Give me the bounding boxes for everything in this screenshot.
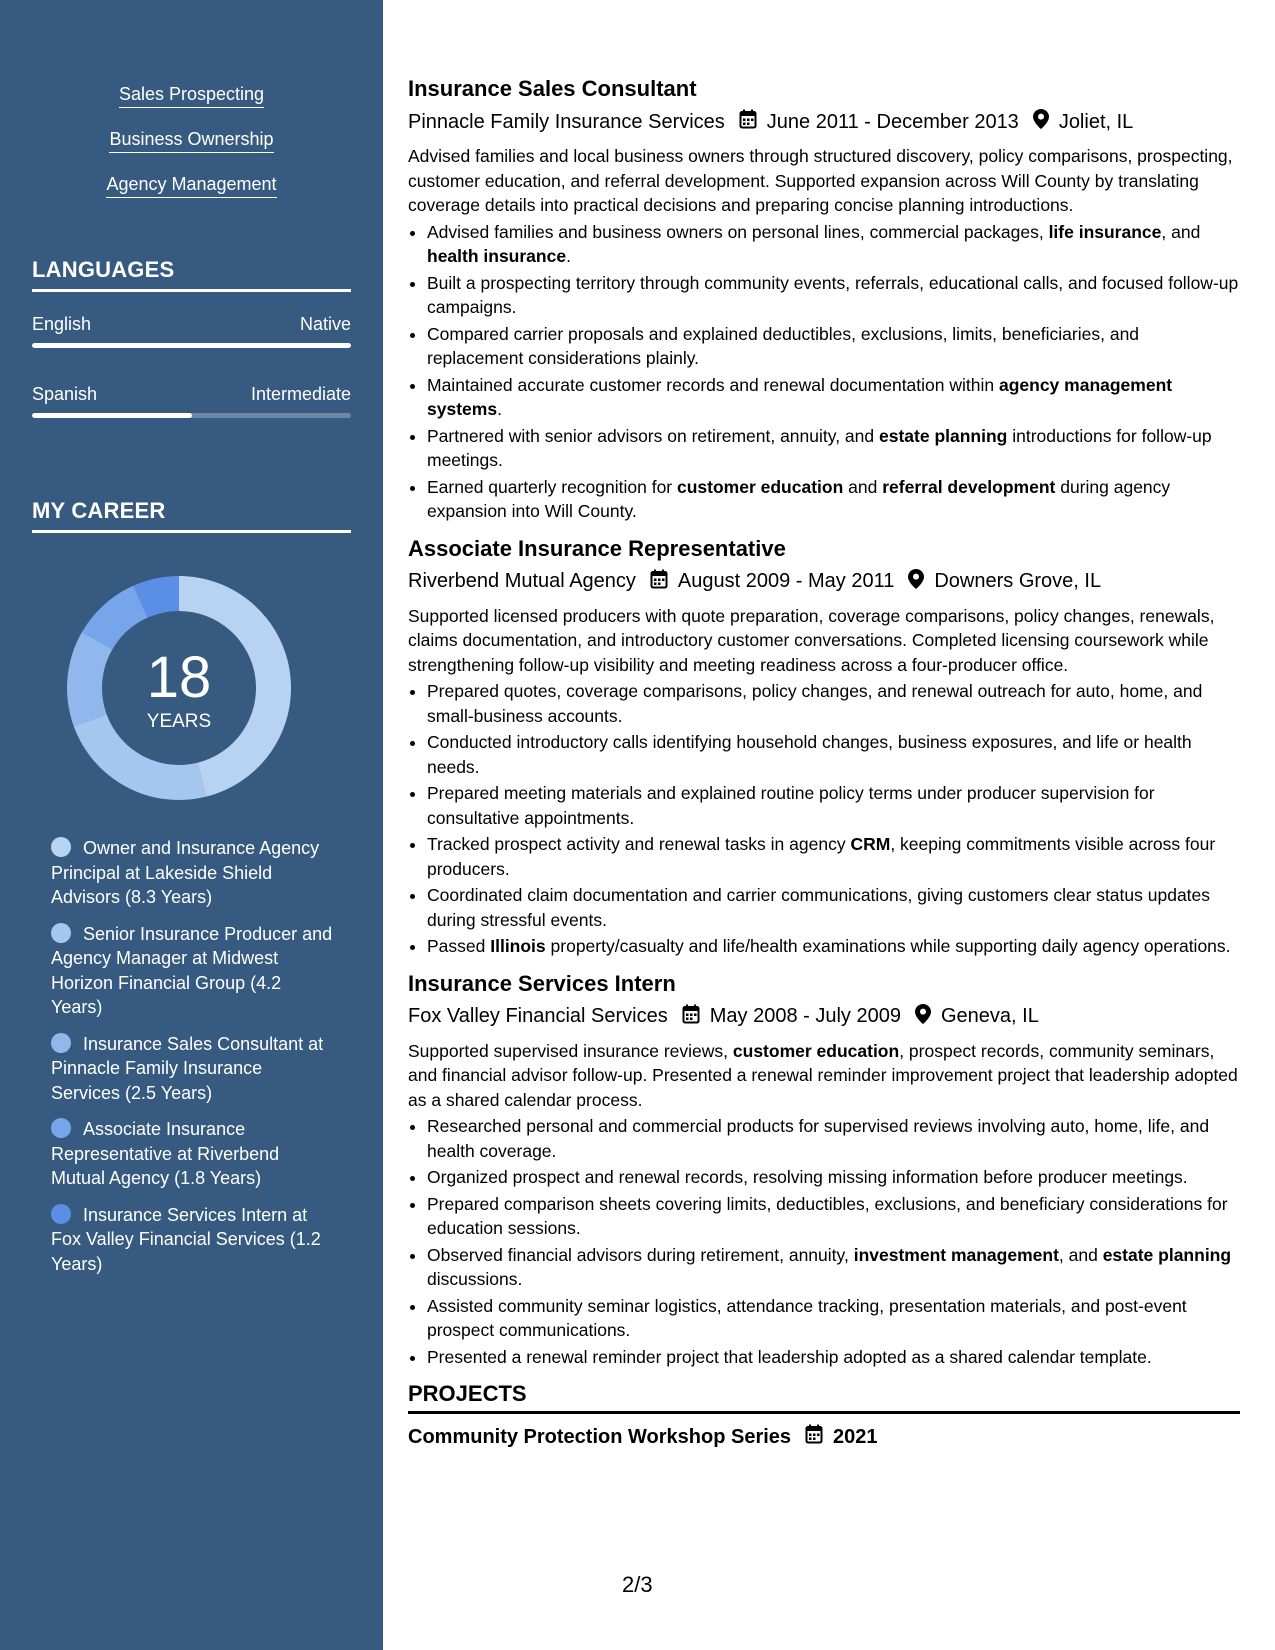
career-legend-item	[51, 1203, 336, 1277]
text-run: Presented a renewal reminder project that leadership adopted as a shared calendar template.	[427, 1346, 1152, 1367]
career-legend-label: Owner and Insurance Agency Principal at Lakeside Shield Advisors (8.3 Years)	[51, 838, 320, 907]
bullet-item	[427, 1192, 1240, 1241]
language-proficiency-bar	[32, 343, 351, 348]
career-legend	[51, 836, 336, 1288]
job-description: Advised families and local business owners through structured discovery, policy comparisons, prospecting, customer education, and referral development. Supported expansion across Will County by translating coverage details into practical decisions and preparing concise planning introductions.	[408, 146, 1233, 215]
skill-item	[0, 84, 383, 105]
language-row	[32, 384, 351, 405]
bullet-item	[427, 934, 1240, 959]
job-bullets	[408, 1114, 1240, 1369]
career-legend-label: Insurance Sales Consultant at Pinnacle Family Insurance Services (2.5 Years)	[51, 1033, 324, 1103]
text-run: Tracked prospect activity and renewal tasks in agency	[427, 834, 851, 854]
career-unit-label: YEARS	[146, 711, 212, 732]
legend-dot-icon	[51, 1118, 71, 1138]
language-level: Native	[299, 314, 351, 334]
language-name: English	[32, 314, 92, 334]
bullet-item	[427, 1114, 1240, 1163]
language-proficiency-fill	[32, 413, 192, 418]
bullet-item	[427, 1345, 1240, 1370]
page-number: 2/3	[622, 1572, 653, 1597]
bullet-item	[427, 730, 1240, 779]
job-meta	[408, 569, 1240, 595]
calendar-icon	[739, 109, 757, 135]
keyword-highlight: referral development	[882, 476, 1056, 497]
legend-dot-icon	[51, 837, 71, 857]
job-bullets	[408, 220, 1240, 524]
text-run: Partnered with senior advisors on retirement, annuity, and	[427, 425, 879, 446]
languages-heading: LANGUAGES	[32, 257, 351, 292]
text-run: .	[566, 246, 571, 266]
job-bullets	[408, 679, 1240, 959]
job-dates: May 2008 - July 2009	[709, 1005, 901, 1027]
bullet-item	[427, 424, 1240, 473]
text-run: Prepared meeting materials and explained routine policy terms under producer supervision for consultative appointments.	[427, 783, 1155, 828]
map-pin-icon	[1033, 109, 1049, 135]
career-legend-item	[51, 1032, 336, 1106]
text-run: , keeping commitments visible across four producers.	[427, 834, 1216, 879]
bullet-item	[427, 1294, 1240, 1343]
text-run: Compared carrier proposals and explained deductibles, exclusions, limits, beneficiaries, and replacement considerations plainly.	[427, 323, 1140, 368]
text-run: .	[497, 399, 502, 419]
keyword-highlight: investment management	[853, 1244, 1059, 1265]
bullet-item	[427, 679, 1240, 728]
keyword-highlight: life insurance	[1048, 221, 1162, 242]
skill-item	[0, 129, 383, 150]
job-location: Geneva, IL	[940, 1005, 1039, 1027]
text-run: Prepared comparison sheets covering limits, deductibles, exclusions, and beneficiary considerations for education sessions.	[427, 1193, 1228, 1238]
bullet-item	[427, 1243, 1240, 1292]
project-year: 2021	[833, 1425, 878, 1448]
bullet-item	[427, 373, 1240, 422]
keyword-highlight: customer education	[677, 476, 844, 497]
career-total-years: 18	[146, 645, 212, 710]
text-run: property/casualty and life/health examinations while supporting daily agency operations.	[545, 936, 1231, 956]
main-content	[408, 76, 1240, 1450]
skill-label: Business Ownership	[109, 129, 273, 153]
bullet-item	[427, 832, 1240, 881]
text-run: Supported supervised insurance reviews,	[408, 1040, 733, 1061]
map-pin-icon	[915, 1004, 931, 1030]
calendar-icon	[805, 1424, 823, 1450]
text-run: Passed	[427, 936, 491, 956]
job-title: Associate Insurance Representative	[408, 535, 786, 561]
experience-list	[408, 76, 1240, 1369]
job-description	[408, 1039, 1240, 1113]
text-run: , prospect records, community seminars, and financial advisor follow-up. Presented a renewal reminder improvement project that leadership adopted as a shared calendar process.	[408, 1040, 1238, 1110]
keyword-highlight: health insurance	[427, 246, 567, 266]
job-location: Joliet, IL	[1058, 110, 1134, 133]
job-dates: August 2009 - May 2011	[677, 570, 895, 592]
keyword-highlight: agency management systems	[427, 374, 1173, 419]
language-level: Intermediate	[250, 384, 351, 404]
job-location: Downers Grove, IL	[934, 570, 1102, 592]
text-run: Conducted introductory calls identifying household changes, business exposures, and life or health needs.	[427, 732, 1192, 777]
text-run: , and	[1058, 1244, 1103, 1265]
project-name: Community Protection Workshop Series	[408, 1425, 792, 1448]
skill-label: Agency Management	[106, 174, 276, 198]
sidebar	[0, 0, 383, 1650]
legend-dot-icon	[51, 1033, 71, 1053]
keyword-highlight: customer education	[732, 1040, 900, 1061]
job-meta	[408, 109, 1240, 135]
map-pin-icon	[908, 569, 924, 595]
text-run: Maintained accurate customer records and renewal documentation within	[427, 374, 999, 395]
keyword-highlight: CRM	[850, 834, 891, 854]
skill-label: Sales Prospecting	[119, 84, 264, 108]
language-name: Spanish	[32, 384, 98, 404]
calendar-icon	[650, 569, 668, 595]
projects-heading: PROJECTS	[408, 1381, 1240, 1414]
text-run: introductions for follow-up meetings.	[427, 425, 1212, 470]
language-proficiency-bar	[32, 413, 351, 418]
company-name: Riverbend Mutual Agency	[408, 570, 636, 592]
keyword-highlight: Illinois	[490, 936, 546, 956]
language-row	[32, 314, 351, 335]
career-legend-label: Senior Insurance Producer and Agency Manager at Midwest Horizon Financial Group (4.2 Years)	[51, 923, 333, 1017]
keyword-highlight: estate planning	[879, 425, 1008, 446]
text-run: Assisted community seminar logistics, attendance tracking, presentation materials, and post-event prospect communications.	[427, 1295, 1187, 1340]
career-donut-chart	[64, 573, 294, 803]
legend-dot-icon	[51, 923, 71, 943]
job-dates: June 2011 - December 2013	[766, 110, 1019, 133]
bullet-item	[427, 781, 1240, 830]
job-entry	[408, 971, 1240, 1370]
bullet-item	[427, 220, 1240, 269]
language-proficiency-fill	[32, 343, 351, 348]
career-legend-item	[51, 922, 336, 1020]
job-entry	[408, 536, 1240, 959]
company-name: Pinnacle Family Insurance Services	[408, 110, 725, 133]
text-run: Prepared quotes, coverage comparisons, policy changes, and renewal outreach for auto, home, and small-business accounts.	[427, 681, 1203, 726]
keyword-highlight: estate planning	[1102, 1244, 1232, 1265]
project-item	[408, 1424, 1240, 1450]
job-title: Insurance Services Intern	[408, 970, 676, 996]
text-run: Earned quarterly recognition for	[427, 476, 677, 497]
text-run: Advised families and business owners on personal lines, commercial packages,	[427, 221, 1049, 242]
job-description: Supported licensed producers with quote preparation, coverage comparisons, policy changes, renewals, claims documentation, and introductory customer conversations. Completed licensing coursework while strengthening follow-up visibility and meeting readiness across a four-producer office.	[408, 605, 1215, 675]
text-run: discussions.	[427, 1269, 523, 1289]
text-run: , and	[1161, 221, 1201, 242]
job-title: Insurance Sales Consultant	[408, 76, 697, 101]
text-run: Researched personal and commercial products for supervised reviews involving auto, home, life, and health coverage.	[427, 1116, 1210, 1161]
text-run: during agency expansion into Will County.	[427, 476, 1171, 521]
career-legend-label: Associate Insurance Representative at Riverbend Mutual Agency (1.8 Years)	[51, 1119, 280, 1188]
bullet-item	[427, 271, 1240, 320]
text-run: Coordinated claim documentation and carrier communications, giving customers clear status updates during stressful events.	[427, 885, 1211, 930]
bullet-item	[427, 322, 1240, 371]
career-legend-item	[51, 836, 336, 910]
bullet-item	[427, 1165, 1240, 1190]
text-run: Observed financial advisors during retirement, annuity,	[427, 1244, 854, 1265]
career-legend-label: Insurance Services Intern at Fox Valley Financial Services (1.2 Years)	[51, 1204, 321, 1274]
career-heading: MY CAREER	[32, 498, 351, 533]
career-legend-item	[51, 1117, 336, 1191]
donut-segment	[67, 632, 112, 726]
job-meta	[408, 1004, 1240, 1030]
bullet-item	[427, 883, 1240, 932]
calendar-icon	[682, 1004, 700, 1030]
job-entry	[408, 76, 1240, 524]
text-run: and	[843, 476, 883, 497]
company-name: Fox Valley Financial Services	[408, 1005, 668, 1027]
skill-item	[0, 174, 383, 195]
text-run: Organized prospect and renewal records, resolving missing information before producer meetings.	[427, 1167, 1188, 1187]
text-run: Built a prospecting territory through community events, referrals, educational calls, and focused follow-up campaigns.	[427, 272, 1239, 317]
legend-dot-icon	[51, 1204, 71, 1224]
bullet-item	[427, 475, 1240, 524]
